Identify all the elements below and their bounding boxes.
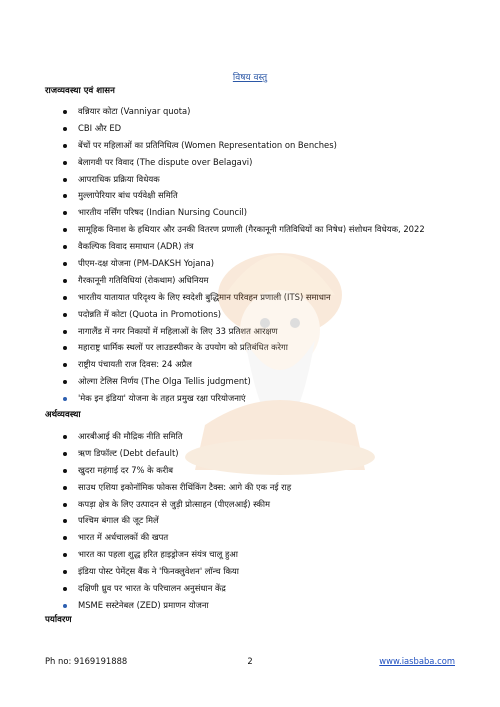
bullet-icon xyxy=(63,380,67,384)
bullet-icon xyxy=(63,604,67,608)
list-item: पदोन्नति में कोटा (Quota in Promotions) xyxy=(0,306,500,323)
page-number: 2 xyxy=(247,656,253,666)
list-item: दक्षिणी ध्रुव पर भारत के परिचालन अनुसंधान केंद्र xyxy=(0,580,500,597)
list-item: महाराष्ट्र धार्मिक स्थलों पर लाउडस्पीकर के उपयोग को प्रतिबंधित करेगा xyxy=(0,339,500,356)
bullet-icon xyxy=(63,503,67,507)
list-item: राष्ट्रीय पंचायती राज दिवस: 24 अप्रैल xyxy=(0,356,500,373)
list-item: मुल्लापेरियार बांध पर्यवेक्षी समिति xyxy=(0,187,500,204)
list-item: इंडिया पोस्ट पेमेंट्स बैंक ने 'फिनक्लुवेशन' लॉन्च किया xyxy=(0,563,500,580)
list-item: वन्नियार कोटा (Vanniyar quota) xyxy=(0,103,500,120)
list-item: सामूहिक विनाश के हथियार और उनकी वितरण प्रणाली (गैरकानूनी गतिविधियों का निषेध) संशोधन विधेयक, 2022 xyxy=(0,221,500,238)
bullet-icon xyxy=(63,363,67,367)
list-item: आपराधिक प्रक्रिया विधेयक xyxy=(0,171,500,188)
list-item: भारतीय नर्सिंग परिषद (Indian Nursing Council) xyxy=(0,204,500,221)
bullet-icon xyxy=(63,279,67,283)
list-item: CBI और ED xyxy=(0,120,500,137)
list-item: भारतीय यातायात परिदृश्य के लिए स्वदेशी बुद्धिमान परिवहन प्रणाली (ITS) समाधान xyxy=(0,289,500,306)
section-heading-environment: पर्यावरण xyxy=(45,615,72,625)
bullet-icon xyxy=(63,346,67,350)
list-item: बेंचों पर महिलाओं का प्रतिनिधित्व (Women Representation on Benches) xyxy=(0,137,500,154)
section-heading-polity: राजव्यवस्था एवं शासन xyxy=(45,86,115,96)
list-item: भारत में अर्धचालकों की खपत xyxy=(0,529,500,546)
list-item: नागालैंड में नगर निकायों में महिलाओं के लिए 33 प्रतिशत आरक्षण xyxy=(0,323,500,340)
bullet-icon xyxy=(63,144,67,148)
bullet-icon xyxy=(63,452,67,456)
bullet-icon xyxy=(63,397,67,401)
bullet-icon xyxy=(63,313,67,317)
list-item: गैरकानूनी गतिविधियां (रोकथाम) अधिनियम xyxy=(0,272,500,289)
list-item: ऋण डिफॉल्ट (Debt default) xyxy=(0,445,500,462)
bullet-icon xyxy=(63,228,67,232)
document-title: विषय वस्तु xyxy=(232,73,268,83)
bullet-icon xyxy=(63,570,67,574)
bullet-icon xyxy=(63,536,67,540)
list-item: खुदरा महंगाई दर 7% के करीब xyxy=(0,462,500,479)
bullet-icon xyxy=(63,127,67,131)
bullet-icon xyxy=(63,178,67,182)
bullet-icon xyxy=(63,486,67,490)
list-item: कपड़ा क्षेत्र के लिए उत्पादन से जुड़ी प्रोत्साहन (पीएलआई) स्कीम xyxy=(0,496,500,513)
bullet-icon xyxy=(63,435,67,439)
bullet-icon xyxy=(63,296,67,300)
list-item: भारत का पहला शुद्ध हरित हाइड्रोजन संयंत्र चालू हुआ xyxy=(0,546,500,563)
sage-mascot-icon xyxy=(165,225,395,475)
bullet-icon xyxy=(63,587,67,591)
bullet-icon xyxy=(63,161,67,165)
list-item: पीएम-दक्ष योजना (PM-DAKSH Yojana) xyxy=(0,255,500,272)
section-heading-economy: अर्थव्यवस्था xyxy=(45,410,81,420)
list-item: वैकल्पिक विवाद समाधान (ADR) तंत्र xyxy=(0,238,500,255)
list-item: साउथ एशिया इकोनॉमिक फोकस रीथिंकिंग टैक्स: आगे की एक नई राह xyxy=(0,479,500,496)
footer-phone: Ph no: 9169191888 xyxy=(45,656,128,666)
list-item: आरबीआई की मौद्रिक नीति समिति xyxy=(0,428,500,445)
bullet-icon xyxy=(63,553,67,557)
list-item: बेलागवी पर विवाद (The dispute over Belagavi) xyxy=(0,154,500,171)
bullet-icon xyxy=(63,110,67,114)
website-link[interactable]: www.iasbaba.com xyxy=(379,656,455,666)
bullet-icon xyxy=(63,194,67,198)
bullet-icon xyxy=(63,469,67,473)
list-item: 'मेक इन इंडिया' योजना के तहत प्रमुख रक्षा परियोजनाएं xyxy=(0,390,500,407)
list-item: MSME सस्टेनेबल (ZED) प्रमाणन योजना xyxy=(0,597,500,614)
list-item: पश्चिम बंगाल की जूट मिलें xyxy=(0,512,500,529)
bullet-icon xyxy=(63,211,67,215)
bullet-icon xyxy=(63,330,67,334)
list-item: ओल्गा टेलिस निर्णय (The Olga Tellis judgment) xyxy=(0,373,500,390)
bullet-icon xyxy=(63,519,67,523)
bullet-icon xyxy=(63,262,67,266)
bullet-icon xyxy=(63,245,67,249)
